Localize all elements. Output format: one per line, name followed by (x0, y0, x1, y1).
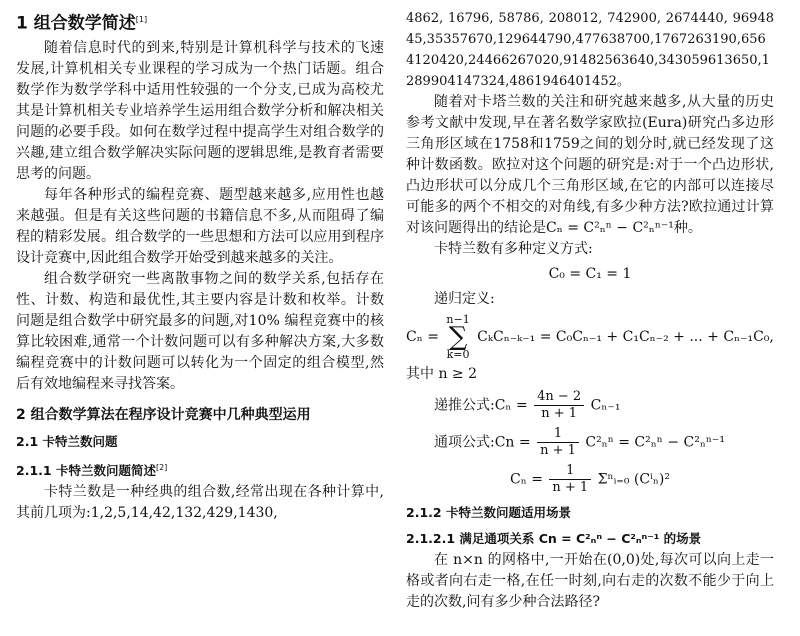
recurrence-denominator: n + 1 (541, 406, 578, 421)
equation-base: C₀ = C₁ = 1 (548, 266, 632, 282)
equation-recursive (406, 314, 774, 360)
recurrence-fraction (534, 389, 584, 422)
recursive-lhs: Cₙ = (406, 329, 439, 345)
squares-lhs: Cₙ = (509, 471, 543, 488)
section-2-heading: 2 组合数学算法在程序设计竞赛中几种典型运用 (16, 406, 311, 423)
recurrence-rhs: Cₙ₋₁ (590, 397, 621, 414)
squares-denominator: n + 1 (552, 480, 589, 495)
equation-squares (406, 463, 774, 496)
general-fraction (537, 426, 579, 459)
paragraph-3: 组合数学研究一些离散事物之间的数学关系,包括存在性、计数、构造和最优性,其主要内容是计数和枚举。计数问题是组合数学中研究最多的问题,对10% 编程竞赛中的核算比较困难,通常一个计数问题可以有多种解决方案,大多数编程竞赛中的计数问题可以转化为一个固定的组合模型,然后有效地编程来寻找答案。 (16, 270, 384, 392)
section-2-1-1-heading (16, 459, 384, 480)
general-lhs: Cn = (494, 434, 531, 451)
citation-2: [2] (155, 462, 168, 472)
general-rhs: C²ₙⁿ = C²ₙⁿ − C²ₙⁿ⁻¹ (585, 434, 725, 451)
citation-1: [1] (135, 15, 148, 24)
sum-lower-limit: k=0 (446, 348, 470, 361)
catalan-number-list: 4862, 16796, 58786, 208012, 742900, 2674440, 9694845,35357670,129644790,477638700,1767263190,6564120420,24466267020,91482563640,343059613650,1289904147324,4861946401452。 (406, 11, 774, 89)
paragraph-1: 随着信息时代的到来,特别是计算机科学与技术的飞速发展,计算机相关专业课程的学习成为一个热门话题。组合数学作为数学学科中适用性较强的一个分支,已成为高校尤其是计算机相关专业培养学生运用组合数学分析和解决相关问题的必要手段。如何在数学过程中提高学生对组合数学的兴趣,建立组合数学解决实际问题的逻辑思维,是教育者需要思考的问题。 (16, 39, 384, 182)
general-denominator: n + 1 (540, 443, 576, 458)
paragraph-7: 在 n×n 的网格中,一开始在(0,0)处,每次可以向上走一格或者向右走一格,在任一时刻,向右走的次数不能少于向上走的次数,问有多少种合法路径? (406, 552, 774, 610)
squares-numerator: 1 (549, 463, 591, 480)
recurrence-label: 递推公式: (434, 397, 495, 414)
paragraph-5 (406, 92, 774, 239)
section-2-1-2-1-heading: 2.1.2.1 满足通项关系 Cn = C²ₙⁿ − C²ₙⁿ⁻¹ 的场景 (406, 531, 702, 546)
paragraph-2: 每年各种形式的编程竞赛、题型越来越多,应用性也越来越强。但是有关这些问题的书籍信息不多,从而阻碍了编程的精彩发展。组合数学的一些思想和方法可以应用到程序设计竞赛中,因此组合数学开始受到越来越多的关注。 (16, 186, 384, 266)
right-column (406, 8, 774, 613)
paragraph-5-tail: 种。 (673, 220, 702, 236)
left-column (16, 8, 384, 524)
paragraph-5-formula: ₙ = C²ₙⁿ − C²ₙⁿ⁻¹ (556, 220, 674, 236)
section-2-1-2-heading: 2.1.2 卡特兰数问题适用场景 (406, 505, 571, 520)
general-label: 通项公式: (434, 434, 495, 451)
squares-fraction (549, 463, 591, 496)
section-2-1-1-title: 2.1.1 卡特兰数问题简述 (16, 462, 156, 478)
paragraph-6: 卡特兰数有多种定义方式: (434, 241, 593, 257)
summation-symbol: n−1 ∑ k=0 (446, 313, 470, 361)
recursive-label: 递归定义: (434, 291, 495, 307)
recurrence-numerator: 4n − 2 (534, 389, 584, 406)
squares-rhs: Σⁿᵢ₌₀ (Cⁱₙ)² (597, 471, 671, 488)
general-numerator: 1 (537, 426, 579, 443)
condition: 其中 n ≥ 2 (406, 366, 478, 382)
recursive-rhs: CₖCₙ₋ₖ₋₁ = C₀Cₙ₋₁ + C₁Cₙ₋₂ + ... + Cₙ₋₁C₀, (477, 329, 774, 345)
section-1-heading (16, 8, 384, 36)
sum-upper-limit: n−1 (446, 313, 470, 326)
equation-general (406, 426, 774, 459)
paragraph-4: 卡特兰数是一种经典的组合数,经常出现在各种计算中,其前几项为:1,2,5,14,42,132,429,1430, (16, 483, 384, 521)
section-2-1-heading: 2.1 卡特兰数问题 (16, 433, 118, 449)
section-1-title: 1 组合数学简述 (16, 13, 136, 34)
equation-recurrence (406, 389, 774, 422)
paragraph-5-text: 随着对卡塔兰数的关注和研究越来越多,从大量的历史参考文献中发现,早在著名数学家欧拉(Eura)研究凸多边形三角形区域在1758和1759之间的划分时,就已经发现了这种计数函数。欧拉对这个问题的研究是:对于一个凸边形状,凸边形状可以分成几个三角形区域,在它的内部可以连接尽可能多的两个不相交的对角线,有多少种方法?欧拉通过计算对该问题得出的结论是C (406, 94, 774, 236)
recurrence-lhs: Cₙ = (494, 397, 528, 414)
